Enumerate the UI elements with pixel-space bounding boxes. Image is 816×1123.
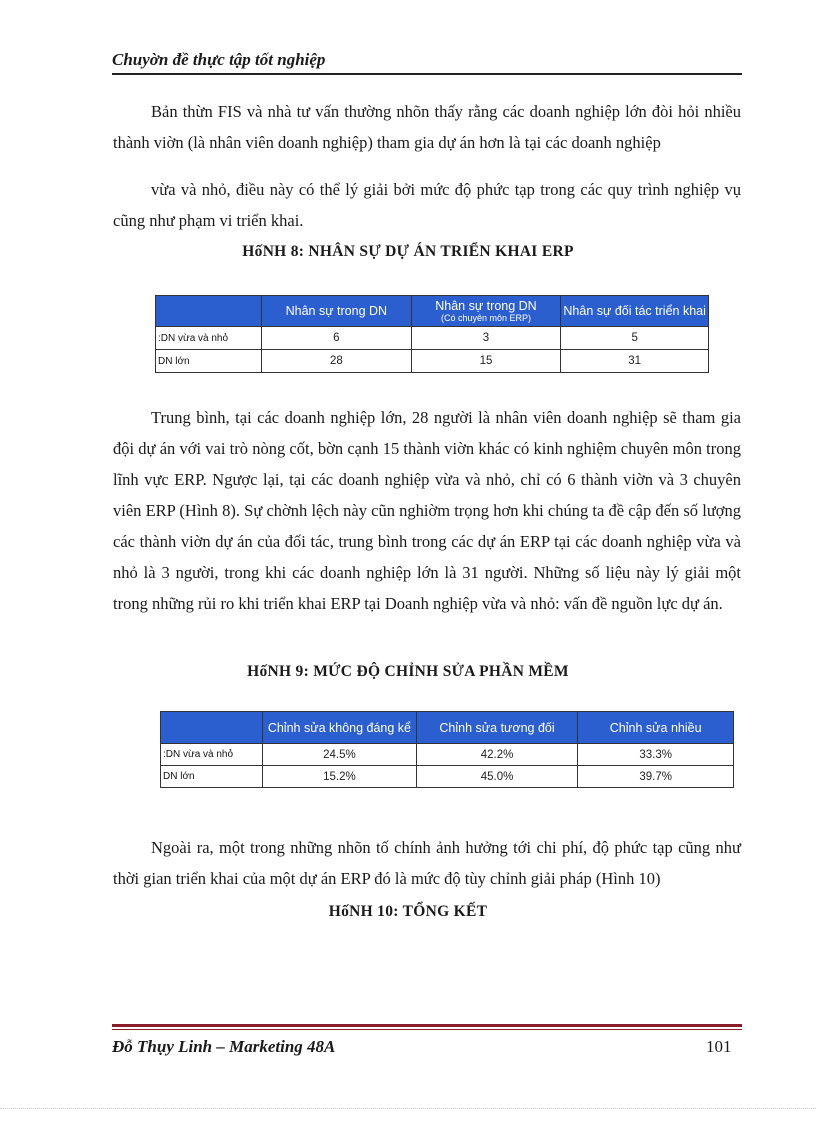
footer-rule-thin: [112, 1029, 742, 1030]
column-header: Chỉnh sửa không đáng kể: [263, 712, 417, 744]
column-header-line: Nhân sự trong DN: [435, 298, 537, 313]
table-cell: 33.3%: [578, 744, 734, 766]
row-label: :DN vừa và nhỏ: [161, 744, 263, 766]
paragraph-3-text: Trung bình, tại các doanh nghiệp lớn, 28 người là nhân viên doanh nghiệp sẽ tham gia đội dự án với vai trò nòng cốt, bờn cạnh 15 thành viờn khác có kinh nghiệm chuyên môn trong lĩnh vực ERP. Ngược lại, tại các doanh nghiệp vừa và nhỏ, chỉ có 6 thành viờn và 3 chuyên viên ERP (Hình 8). Sự chờnh lệch này cũn nghiờm trọng hơn khi chúng ta đề cập đến số lượng các thành viờn dự án của đối tác, trung bình trong các dự án ERP tại các doanh nghiệp vừa và nhỏ là 3 người, trong khi các doanh nghiệp lớn là 31 người. Những số liệu này lý giải một trong những rủi ro khi triển khai ERP tại Doanh nghiệp vừa và nhỏ: vấn đề nguồn lực dự án.: [113, 408, 741, 613]
table-cell: 3: [411, 327, 561, 350]
table-cell: 39.7%: [578, 766, 734, 788]
row-label: DN lớn: [161, 766, 263, 788]
paragraph-2-text: vừa và nhỏ, điều này có thể lý giải bởi mức độ phức tạp trong các quy trình nghiệp vụ cũng như phạm vi triển khai.: [113, 180, 741, 230]
column-header: Chỉnh sửa tương đối: [416, 712, 578, 744]
table-row: [156, 350, 709, 373]
table-cell: 28: [262, 350, 412, 373]
table-cell: 45.0%: [416, 766, 578, 788]
table-cell: 15: [411, 350, 561, 373]
table-row: [156, 327, 709, 350]
paragraph-2: [113, 174, 741, 236]
table-row: [161, 744, 734, 766]
table-cell: 15.2%: [263, 766, 417, 788]
table-cell: 42.2%: [416, 744, 578, 766]
table-cell: 5: [561, 327, 709, 350]
row-label: DN lớn: [156, 350, 262, 373]
column-header-sub: (Có chuyên môn ERP): [440, 312, 531, 323]
footer-author: Đỗ Thụy Linh – Marketing 48A: [112, 1037, 336, 1056]
footer-rule: [112, 1024, 742, 1027]
header-rule: [112, 73, 742, 75]
figure-9-title: HốNH 9: MỨC ĐỘ CHỈNH SỬA PHẦN MỀM: [247, 663, 569, 680]
paragraph-4-text: Ngoài ra, một trong những nhõn tố chính ảnh hưởng tới chi phí, độ phức tạp cũng như thời gian triển khai của một dự án ERP đó là mức độ tùy chỉnh giải pháp (Hình 10): [113, 838, 741, 888]
column-header: Chỉnh sửa nhiều: [578, 712, 734, 744]
table-corner: [161, 712, 263, 744]
page-number: 101: [706, 1037, 732, 1056]
paragraph-4: [113, 832, 741, 894]
figure-9-table: [160, 711, 734, 788]
column-header: [411, 296, 561, 327]
page-edge: [0, 1108, 816, 1110]
paragraph-1: [113, 96, 741, 158]
table-row: [161, 766, 734, 788]
column-header: Nhân sự trong DN: [262, 296, 412, 327]
figure-8-table: [155, 295, 709, 373]
row-label: :DN vừa và nhỏ: [156, 327, 262, 350]
figure-8-title: HốNH 8: NHÂN SỰ DỰ ÁN TRIỂN KHAI ERP: [242, 243, 574, 260]
figure-10-title: HốNH 10: TỔNG KẾT: [328, 903, 488, 920]
column-header: Nhân sự đối tác triển khai: [561, 296, 709, 327]
running-header: Chuyờn đề thực tập tốt nghiệp: [112, 50, 326, 69]
table-cell: 6: [262, 327, 412, 350]
paragraph-1-text: Bản thừn FIS và nhà tư vấn thường nhõn thấy rằng các doanh nghiệp lớn đòi hỏi nhiều thành viờn (là nhân viên doanh nghiệp) tham gia dự án hơn là tại các doanh nghiệp: [113, 102, 741, 152]
table-cell: 24.5%: [263, 744, 417, 766]
paragraph-3: [113, 402, 741, 619]
table-corner: [156, 296, 262, 327]
table-cell: 31: [561, 350, 709, 373]
